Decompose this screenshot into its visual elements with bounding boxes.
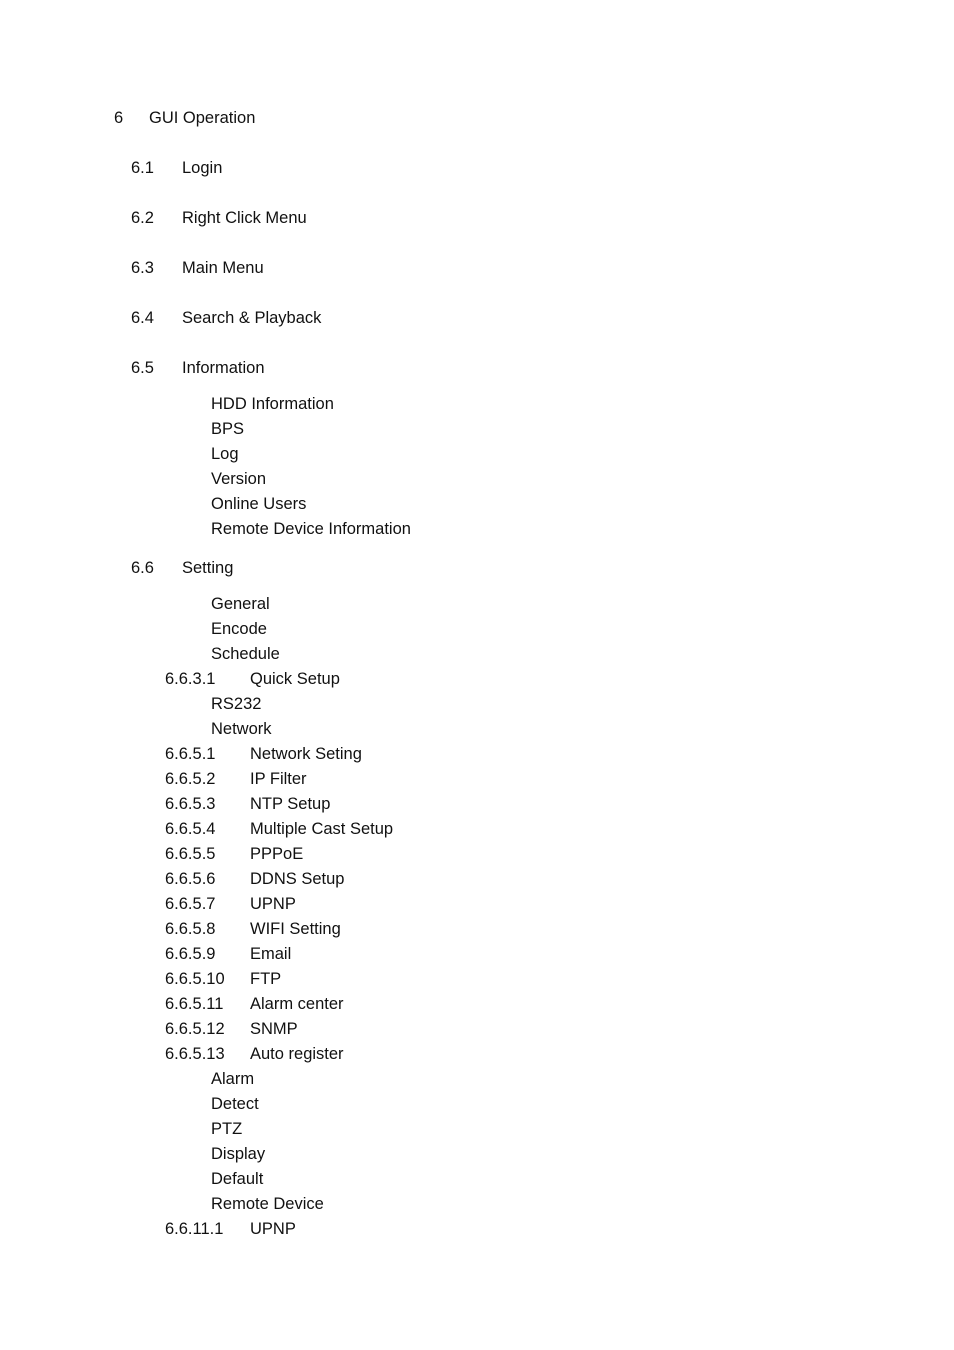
toc-number: 6.5 (131, 359, 154, 377)
toc-item-alarm[interactable]: Alarm (211, 1070, 255, 1088)
toc-number: 6.6.5.9 (165, 945, 216, 963)
toc-item-default[interactable]: Default (211, 1170, 264, 1188)
toc-title: Network Seting (250, 745, 362, 763)
toc-number: 6.6 (131, 559, 154, 577)
toc-title: Information (182, 359, 265, 377)
toc-title: DDNS Setup (250, 870, 345, 888)
toc-number: 6.6.5.2 (165, 770, 216, 788)
toc-number: 6.1 (131, 159, 154, 177)
toc-item-schedule[interactable]: Schedule (211, 645, 280, 663)
toc-item-general[interactable]: General (211, 595, 270, 613)
toc-item-bps[interactable]: BPS (211, 420, 245, 438)
toc-number: 6.6.3.1 (165, 670, 216, 688)
toc-title: FTP (250, 970, 282, 988)
toc-title: Auto register (250, 1045, 344, 1063)
toc-number: 6.4 (131, 309, 154, 327)
toc-item-hdd-information[interactable]: HDD Information (211, 395, 334, 413)
toc-number: 6.6.5.12 (165, 1020, 225, 1038)
toc-title: NTP Setup (250, 795, 331, 813)
toc-number: 6.6.5.13 (165, 1045, 225, 1063)
toc-number: 6.6.11.1 (165, 1220, 224, 1238)
toc-title: Main Menu (182, 259, 264, 277)
toc-item-version[interactable]: Version (211, 470, 267, 488)
toc-title: IP Filter (250, 770, 307, 788)
toc-number: 6.6.5.7 (165, 895, 216, 913)
toc-number: 6.6.5.5 (165, 845, 216, 863)
toc-item-remote-device-information[interactable]: Remote Device Information (211, 520, 411, 538)
toc-number: 6.2 (131, 209, 154, 227)
toc-item-rs232[interactable]: RS232 (211, 695, 262, 713)
toc-item-display[interactable]: Display (211, 1145, 266, 1163)
toc-number: 6.3 (131, 259, 154, 277)
toc-title: Search & Playback (182, 309, 322, 327)
toc-item-remote-device[interactable]: Remote Device (211, 1195, 324, 1213)
toc-title: Right Click Menu (182, 209, 307, 227)
toc-number: 6.6.5.8 (165, 920, 216, 938)
toc-number: 6.6.5.1 (165, 745, 216, 763)
toc-item-online-users[interactable]: Online Users (211, 495, 307, 513)
toc-item-detect[interactable]: Detect (211, 1095, 259, 1113)
toc-item-encode[interactable]: Encode (211, 620, 267, 638)
toc-number: 6.6.5.4 (165, 820, 216, 838)
toc-number: 6.6.5.10 (165, 970, 225, 988)
toc-title: UPNP (250, 895, 296, 913)
toc-item-ptz[interactable]: PTZ (211, 1120, 243, 1138)
toc-title: WIFI Setting (250, 920, 341, 938)
toc-number: 6.6.5.6 (165, 870, 216, 888)
toc-item-log[interactable]: Log (211, 445, 239, 463)
toc-title: UPNP (250, 1220, 296, 1238)
toc-title: Quick Setup (250, 670, 340, 688)
toc-number: 6.6.5.11 (165, 995, 224, 1013)
toc-title: Setting (182, 559, 234, 577)
toc-title: PPPoE (250, 845, 304, 863)
toc-number: 6 (114, 109, 124, 127)
toc-title: Email (250, 945, 292, 963)
toc-title: GUI Operation (149, 109, 256, 127)
toc-title: SNMP (250, 1020, 298, 1038)
toc-title: Alarm center (250, 995, 344, 1013)
toc-item-network[interactable]: Network (211, 720, 272, 738)
toc-title: Multiple Cast Setup (250, 820, 394, 838)
toc-number: 6.6.5.3 (165, 795, 216, 813)
toc-title: Login (182, 159, 223, 177)
